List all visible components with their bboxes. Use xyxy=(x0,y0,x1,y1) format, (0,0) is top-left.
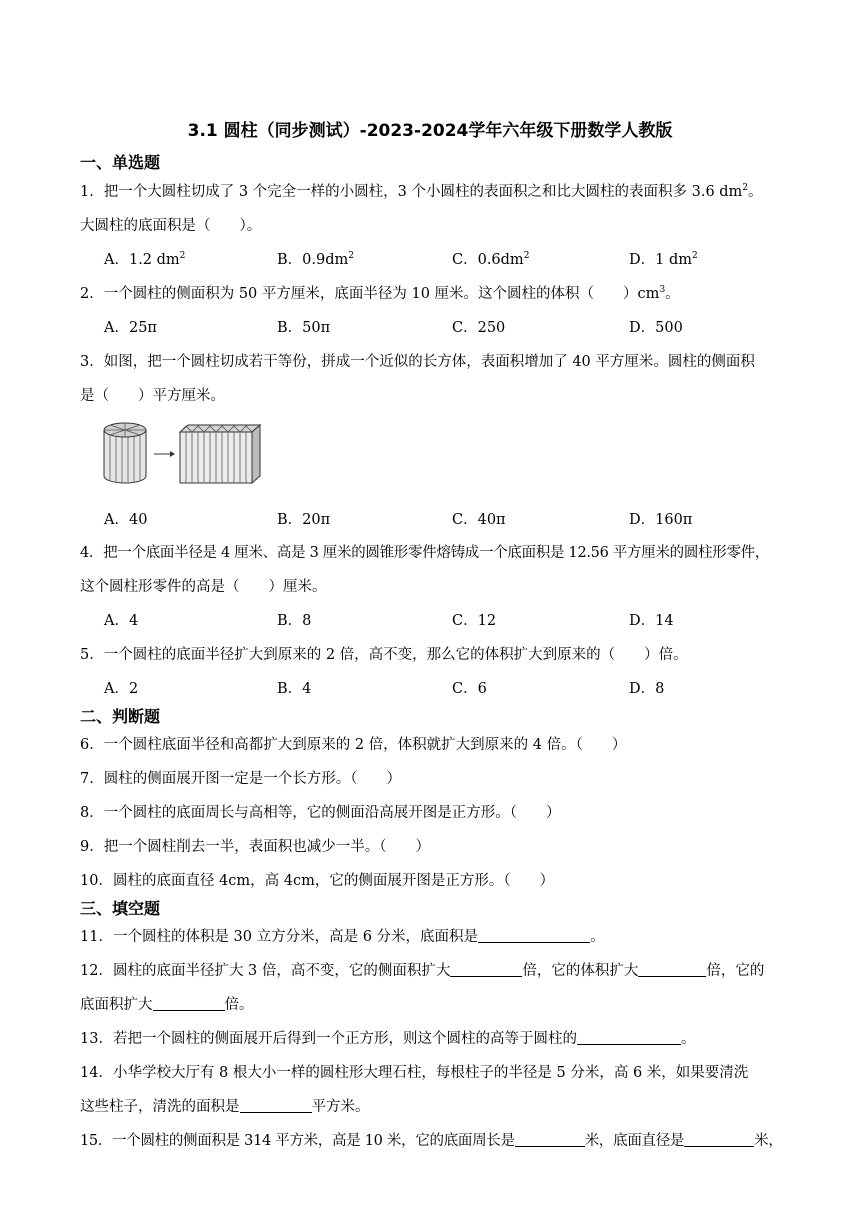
question-13: 13．若把一个圆柱的侧面展开后得到一个正方形，则这个圆柱的高等于圆柱的 。 xyxy=(80,1031,696,1047)
answer-blank[interactable] xyxy=(240,1098,312,1113)
question-3-option-a[interactable]: A．40 xyxy=(104,512,148,528)
answer-blank[interactable] xyxy=(153,996,225,1011)
question-3-line-2: 是（ ）平方厘米。 xyxy=(80,388,225,404)
question-10: 10．圆柱的底面直径 4cm，高 4cm，它的侧面展开图是正方形。（ ） xyxy=(80,873,555,889)
cylinder-to-cuboid-figure xyxy=(100,418,270,494)
question-4-option-a[interactable]: A．4 xyxy=(104,613,139,629)
answer-blank[interactable] xyxy=(684,1132,754,1147)
cylinder-cuboid-illustration xyxy=(100,418,270,490)
question-1-option-c[interactable]: C．$0.6dm^2$ xyxy=(452,251,530,268)
question-5-option-c[interactable]: C．6 xyxy=(452,681,487,697)
question-2-line-1: 2．一个圆柱的侧面积为 50 平方厘米，底面半径为 10 厘米。这个圆柱的体积（ ）$cm^3$。 xyxy=(80,285,680,302)
section-heading-single-choice: 一、单选题 xyxy=(80,153,161,172)
question-14-line-1: 14．小华学校大厅有 8 根大小一样的圆柱形大理石柱，每根柱子的半径是 5 分米，高 6 米，如果要清洗 xyxy=(80,1065,749,1081)
answer-blank[interactable] xyxy=(515,1132,585,1147)
question-5-option-d[interactable]: D．8 xyxy=(629,681,665,697)
question-3-option-b[interactable]: B．20π xyxy=(277,512,331,528)
question-4-option-c[interactable]: C．12 xyxy=(452,613,497,629)
question-12-line-2: 底面积扩大 倍。 xyxy=(80,997,254,1013)
cylinder-shape xyxy=(104,423,146,483)
question-8: 8．一个圆柱的底面周长与高相等，它的侧面沿高展开图是正方形。（ ） xyxy=(80,805,561,821)
question-11: 11．一个圆柱的体积是 30 立方分米，高是 6 分米，底面积是 。 xyxy=(80,929,605,945)
question-2-option-a[interactable]: A．25π xyxy=(104,320,157,336)
question-2-option-d[interactable]: D．500 xyxy=(629,320,683,336)
question-15: 15．一个圆柱的侧面积是 314 平方米，高是 10 米，它的底面周长是 米，底面直径是 米， xyxy=(80,1133,783,1149)
question-1-option-a[interactable]: A．1.2 $dm^2$ xyxy=(104,251,186,268)
question-4-option-b[interactable]: B．8 xyxy=(277,613,312,629)
cuboid-shape xyxy=(180,425,260,483)
question-14-line-2: 这些柱子，清洗的面积是 平方米。 xyxy=(80,1099,370,1115)
question-7: 7．圆柱的侧面展开图一定是一个长方形。（ ） xyxy=(80,771,401,787)
question-4-line-1: 4．把一个底面半径是 4 厘米、高是 3 厘米的圆锥形零件熔铸成一个底面积是 12.56 平方厘米的圆柱形零件， xyxy=(80,545,770,561)
question-3-option-c[interactable]: C．40π xyxy=(452,512,506,528)
question-1-option-d[interactable]: D．1 $dm^2$ xyxy=(629,251,698,268)
question-3-line-1: 3．如图，把一个圆柱切成若干等份，拼成一个近似的长方体，表面积增加了 40 平方厘米。圆柱的侧面积 xyxy=(80,354,755,370)
question-2-option-b[interactable]: B．50π xyxy=(277,320,331,336)
question-5-line-1: 5．一个圆柱的底面半径扩大到原来的 2 倍，高不变，那么它的体积扩大到原来的（ ）倍。 xyxy=(80,647,688,663)
answer-blank[interactable] xyxy=(577,1030,681,1045)
question-5-option-b[interactable]: B．4 xyxy=(277,681,312,697)
arrow-right-icon xyxy=(154,451,175,457)
question-1-line-1: 1．把一个大圆柱切成了 3 个完全一样的小圆柱，3 个小圆柱的表面积之和比大圆柱的表面积多 3.6 $dm^2$。 xyxy=(80,183,763,200)
question-9: 9．把一个圆柱削去一半，表面积也减少一半。（ ） xyxy=(80,839,430,855)
question-4-option-d[interactable]: D．14 xyxy=(629,613,674,629)
answer-blank[interactable] xyxy=(478,928,590,943)
section-heading-fill-in: 三、填空题 xyxy=(80,899,161,918)
answer-blank[interactable] xyxy=(638,962,706,977)
question-1-option-b[interactable]: B．$0.9dm^2$ xyxy=(277,251,354,268)
question-6: 6．一个圆柱底面半径和高都扩大到原来的 2 倍，体积就扩大到原来的 4 倍。（ ） xyxy=(80,737,627,753)
question-1-line-2: 大圆柱的底面积是（ ）。 xyxy=(80,218,262,234)
page-title: 3.1 圆柱（同步测试）-2023-2024学年六年级下册数学人教版 xyxy=(187,121,673,141)
question-2-option-c[interactable]: C．250 xyxy=(452,320,506,336)
answer-blank[interactable] xyxy=(450,962,522,977)
section-heading-true-false: 二、判断题 xyxy=(80,707,161,726)
question-12-line-1: 12．圆柱的底面半径扩大 3 倍，高不变，它的侧面积扩大 倍，它的体积扩大 倍，它的 xyxy=(80,963,765,979)
question-3-option-d[interactable]: D．160π xyxy=(629,512,693,528)
question-5-option-a[interactable]: A．2 xyxy=(104,681,139,697)
question-4-line-2: 这个圆柱形零件的高是（ ）厘米。 xyxy=(80,579,327,595)
